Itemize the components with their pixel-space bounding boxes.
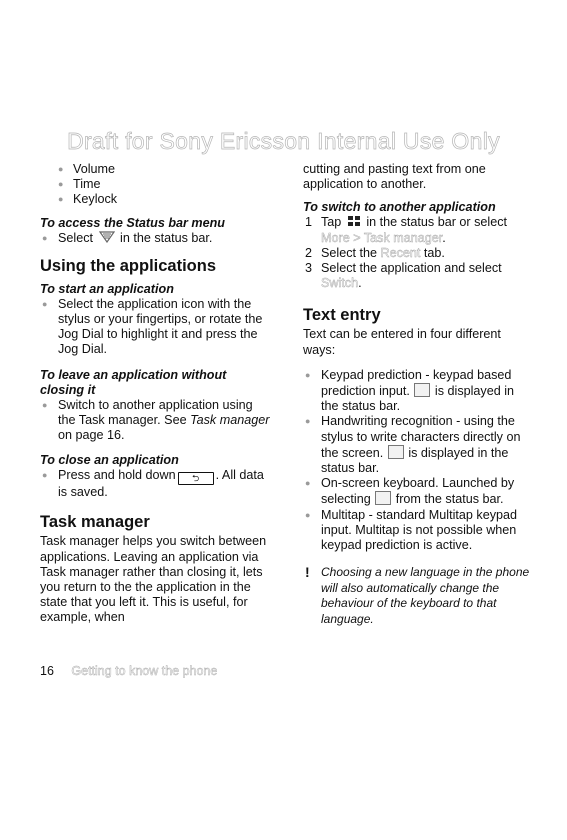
page-footer xyxy=(40,664,217,678)
section-title-applications: Using the applications xyxy=(40,256,217,275)
step-3: 3 Select the application and select Switch. xyxy=(305,261,502,291)
task-manager-link[interactable]: Task manager xyxy=(190,412,270,427)
handwriting-icon xyxy=(388,445,404,459)
list-item: ● Time xyxy=(58,177,101,192)
list-item: ● Keypad prediction - keypad based prediction input. is displayed in the status bar. xyxy=(305,367,515,414)
bullet-icon: ● xyxy=(42,232,48,243)
bullet-icon: ● xyxy=(305,416,311,427)
left-column xyxy=(40,162,272,626)
bullet-icon: ● xyxy=(58,179,64,190)
signal-icon xyxy=(99,231,115,243)
list-item: ● Keylock xyxy=(58,192,118,207)
language-note: ! Choosing a new language in the phone will also automatically change the behaviour of the keyboard to that language. xyxy=(305,564,530,626)
keypad-prediction-icon xyxy=(414,383,430,397)
list-item: ● Press and hold down ⮌ . All data is saved. xyxy=(42,468,264,500)
exclamation-icon: ! xyxy=(305,564,310,581)
watermark: Draft for Sony Ericsson Internal Use Only xyxy=(67,128,500,154)
switch-app-heading: To switch to another application xyxy=(303,200,496,215)
list-item: ● Select in the status bar. xyxy=(42,230,213,245)
bullet-icon: ● xyxy=(42,470,48,481)
section-title-text-entry: Text entry xyxy=(303,306,381,325)
list-item: ● Multitap - standard Multitap keypad input. Multitap is not possible when keypad prediction is active. xyxy=(305,507,518,553)
list-item: ● On-screen keyboard. Launched by selecting from the status bar. xyxy=(305,476,515,507)
back-key-icon: ⮌ xyxy=(178,472,214,485)
recent-tab-label: Recent xyxy=(380,245,421,260)
task-manager-paragraph: Task manager helps you switch between applications. Leaving an application via Task manager rather than closing it, lets you return to the the application in the state that you left it. This is useful, for example, when xyxy=(40,534,267,625)
menu-path: More > Task manager xyxy=(321,230,443,245)
start-app-heading: To start an application xyxy=(40,281,174,296)
step-1: 1 Tap in the status bar or select More > Task manager. xyxy=(305,215,508,245)
bullet-icon: ● xyxy=(305,478,311,489)
list-item: ● Select the application icon with the stylus or your fingertips, or rotate the Jog Dial to highlight it and press the Jog Dial. xyxy=(42,296,263,357)
section-title-task-manager: Task manager xyxy=(40,513,150,532)
bullet-icon: ● xyxy=(305,509,311,520)
list-item: ● Switch to another application using the Task manager. See Task manager on page 16. xyxy=(42,397,270,443)
leave-app-heading: To leave an application without closing it xyxy=(40,367,227,397)
bullet-icon: ● xyxy=(58,194,64,205)
status-bar-menu-heading: To access the Status bar menu xyxy=(40,215,226,230)
right-column xyxy=(303,162,531,627)
bullet-icon: ● xyxy=(42,298,48,309)
bullet-icon: ● xyxy=(42,399,48,410)
switch-button-label: Switch xyxy=(321,276,359,291)
continued-paragraph: cutting and pasting text from one application to another. xyxy=(303,162,486,192)
bullet-icon: ● xyxy=(58,164,64,174)
step-2: 2 Select the Recent tab. xyxy=(305,245,445,260)
page-number: 16 xyxy=(40,664,54,678)
task-manager-icon xyxy=(347,215,361,227)
text-entry-intro: Text can be entered in four different ways: xyxy=(303,327,501,357)
keyboard-icon xyxy=(375,491,391,505)
close-app-heading: To close an application xyxy=(40,453,179,468)
list-item: ● Volume xyxy=(58,162,116,176)
bullet-icon: ● xyxy=(305,369,311,380)
section-name: Getting to know the phone xyxy=(71,664,218,678)
list-item: ● Handwriting recognition - using the stylus to write characters directly on the screen. is displayed in the status bar. xyxy=(305,414,521,476)
